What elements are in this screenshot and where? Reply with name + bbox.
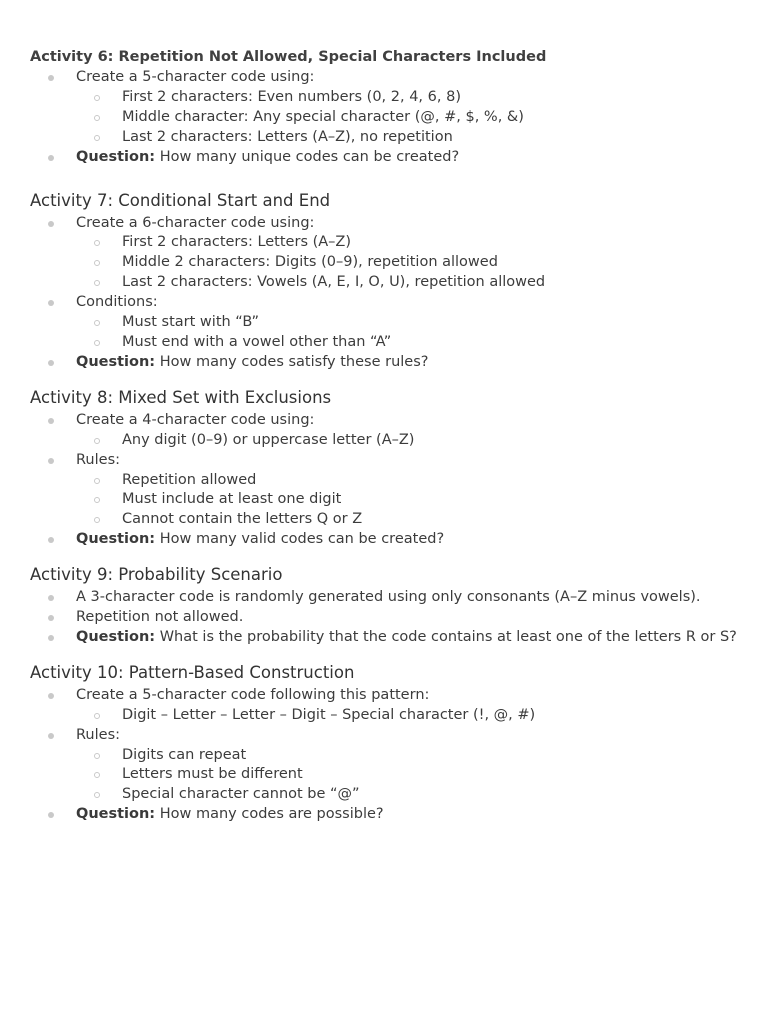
question-text: How many codes satisfy these rules? [155,353,429,370]
question-text: How many unique codes can be created? [155,148,460,165]
sub-list-item: Special character cannot be “@” [76,785,750,805]
sub-list-item: Digits can repeat [76,746,750,766]
question-item [30,530,750,550]
sub-list [76,431,750,451]
list-item [30,686,750,726]
activity-9-title: Activity 9: Probability Scenario [30,565,283,585]
activity-8 [30,387,750,550]
list-item: A 3-character code is randomly generated using only consonants (A–Z minus vowels). [30,588,750,608]
activity-9 [30,564,750,648]
sub-list [76,746,750,806]
question-label: Question: [76,531,156,548]
question-text: How many codes are possible? [155,806,384,823]
list-item-text: Create a 4-character code using: [76,411,315,428]
question-item [30,805,750,825]
activity-6-title: Activity 6: Repetition Not Allowed, Special Characters Included [30,49,547,65]
activity-10-list [30,686,750,825]
list-item-text: Rules: [76,451,121,468]
sub-list-item: Must include at least one digit [76,490,750,510]
sub-list-item: Must end with a vowel other than “A” [76,333,750,353]
activity-8-list [30,411,750,550]
list-item-text: Conditions: [76,294,158,311]
list-item-text: Create a 5-character code following this pattern: [76,686,430,703]
list-item-text: Create a 6-character code using: [76,214,315,231]
list-item [30,214,750,294]
sub-list-item: First 2 characters: Letters (A–Z) [76,233,750,253]
sub-list-item: Last 2 characters: Vowels (A, E, I, O, U), repetition allowed [76,273,750,293]
sub-list [76,706,750,726]
question-label: Question: [76,806,156,823]
sub-list-item: Letters must be different [76,765,750,785]
sub-list-item: Any digit (0–9) or uppercase letter (A–Z) [76,431,750,451]
sub-list-item: Cannot contain the letters Q or Z [76,510,750,530]
question-item [30,148,750,168]
sub-list-item: Repetition allowed [76,471,750,491]
activity-7 [30,190,750,373]
question-label: Question: [76,148,156,165]
list-item-text: Rules: [76,726,121,743]
sub-list-item: First 2 characters: Even numbers (0, 2, 4, 6, 8) [76,88,750,108]
question-item [30,628,750,648]
sub-list [76,233,750,293]
sub-list-item: Middle character: Any special character (@, #, $, %, &) [76,108,750,128]
activity-10 [30,662,750,825]
question-text: What is the probability that the code contains at least one of the letters R or S? [155,628,737,645]
document-page [30,46,750,825]
list-item [30,726,750,806]
sub-list-item: Middle 2 characters: Digits (0–9), repetition allowed [76,253,750,273]
activity-6 [30,46,750,168]
activity-10-title: Activity 10: Pattern-Based Construction [30,662,355,682]
list-item: Repetition not allowed. [30,608,750,628]
sub-list-item: Must start with “B” [76,313,750,333]
sub-list [76,313,750,353]
activity-8-title: Activity 8: Mixed Set with Exclusions [30,387,332,407]
question-text: How many valid codes can be created? [155,531,445,548]
list-item [30,451,750,531]
list-item [30,293,750,353]
sub-list-item: Last 2 characters: Letters (A–Z), no repetition [76,128,750,148]
activity-7-title: Activity 7: Conditional Start and End [30,190,331,210]
activity-7-list [30,214,750,373]
sub-list [76,88,750,148]
sub-list-item: Digit – Letter – Letter – Digit – Special character (!, @, #) [76,706,750,726]
list-item-text: Create a 5-character code using: [76,69,315,85]
sub-list [76,471,750,531]
question-label: Question: [76,353,156,370]
list-item [30,411,750,451]
list-item [30,68,750,148]
question-label: Question: [76,628,156,645]
activity-6-list [30,68,750,168]
activity-9-list [30,588,750,648]
question-item [30,353,750,373]
